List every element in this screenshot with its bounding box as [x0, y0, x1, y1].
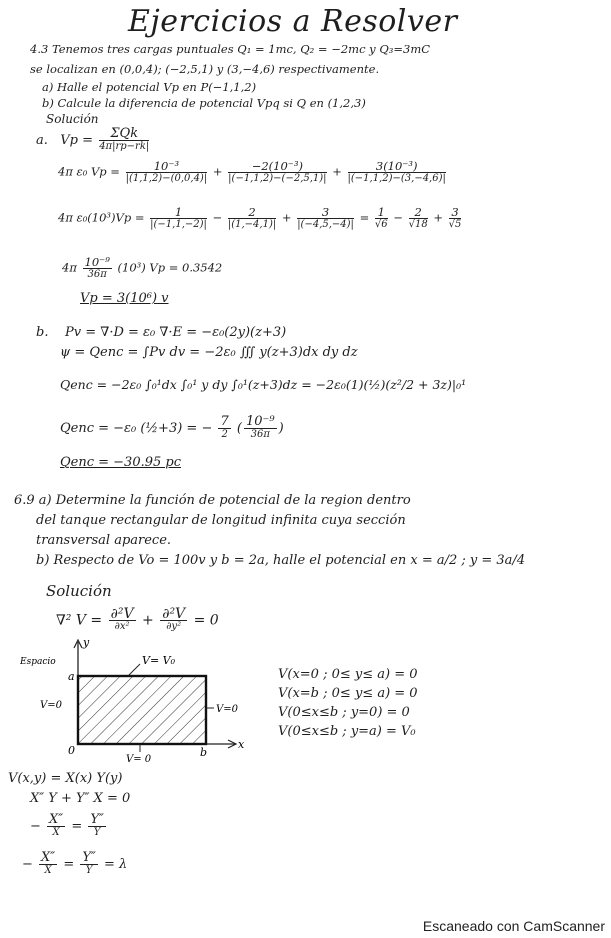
sep4-fraction-y-den: Y: [85, 865, 93, 876]
eq3-result3-den: √5: [448, 219, 462, 230]
eq3-result3-num: 3: [449, 206, 462, 219]
separation-line4: [22, 852, 127, 877]
label-a: a.: [36, 133, 48, 148]
eq3-term2-num: 2: [228, 206, 276, 219]
vp-fraction: [99, 128, 149, 153]
eq3-term3-num: 3: [297, 206, 354, 219]
sep4-fraction-y: [80, 852, 97, 877]
laplace-term2-den: ∂y²: [166, 621, 182, 632]
eq3-term2-den: |(1,−4,1)|: [227, 219, 277, 230]
eq3-term2: [228, 206, 276, 231]
eq3-term1-den: |(−1,1,−2)|: [150, 219, 207, 230]
qenc-fraction2: [244, 416, 277, 441]
eq3-result1-num: 1: [375, 206, 388, 219]
separation-line1: V(x,y) = X(x) Y(y): [8, 771, 123, 786]
sep3-fraction-y-num: Y″: [90, 812, 104, 827]
separation-line2: X″ Y + Y″ X = 0: [30, 791, 131, 806]
eq4-post: (10³) Vp = 0.3542: [117, 260, 223, 275]
vp-fraction-den: 4π|rp−rk|: [99, 141, 150, 152]
solution-b-line3: Qenc = −2ε₀ ∫₀¹dx ∫₀¹ y dy ∫₀¹(z+3)dz = −2ε₀(1)(½)(z²/2 + 3z)|₀¹: [60, 377, 467, 392]
laplace-term2-num: ∂²V: [162, 606, 186, 622]
top-label-pointer: [128, 664, 140, 676]
qenc-result: Qenc = −30.95 pc: [60, 455, 182, 470]
label-y: y: [83, 636, 90, 649]
qenc-fraction2-den: 36π: [250, 429, 270, 440]
laplace-term1-num: ∂²V: [110, 606, 134, 622]
sep4-eq: =: [63, 857, 75, 872]
eq2-term3-den: |(−1,1,2)−(3,−4,6)|: [347, 173, 446, 184]
laplace-plus: +: [142, 612, 154, 629]
eq2-term1-num: 10⁻³: [126, 160, 208, 173]
problem-69-line1: 6.9 a) Determine la función de potencial de la region dentro: [14, 493, 411, 508]
eq2-term1: [126, 160, 208, 185]
sep3-fraction-y-den: Y: [93, 827, 101, 838]
problem-69-line3: transversal aparece.: [36, 533, 172, 548]
solution-a-line2: 4π ε₀ Vp = $\frac{\text{10⁻³}}{|(1,1,2)-(0,0,4)|}$ + $\frac{\text{−2(10⁻³)}}{|(-1,1,2)-(-2,5,1)|}$ + $\frac{\text{3(10⁻³)}}{|(-1,1,2)-(3,-4,6)|}$: [58, 159, 446, 184]
label-b: b: [200, 746, 208, 759]
eq2-term2: [228, 160, 326, 185]
eq2-lhs: 4π ε₀ Vp =: [58, 164, 120, 179]
label-x: x: [238, 738, 245, 751]
eq4-fraction-den: 36π: [87, 269, 107, 280]
label-top-v0: V= V₀: [142, 654, 176, 667]
solution-a-line3: 4π ε₀(10³)Vp = $\frac{1}{|(-1,1,-2)|}$ − $\frac{2}{|(1,-4,1)|}$ + $\frac{3}{|(-4,5,-4)|}$ = $\frac{1}{√6}$ − $\frac{2}{√18}$ + $\frac{3}{√5}$: [58, 205, 462, 230]
eq2-term1-den: |(1,1,2)−(0,0,4)|: [125, 173, 208, 184]
solution-a-line4: [62, 256, 222, 281]
charge-density-eq: Pv = ∇·D = ε₀ ∇·E = −ε₀(2y)(z+3): [65, 325, 287, 340]
eq4-fraction-num: 10⁻⁹: [84, 255, 110, 269]
problem-43-line2: se localizan en (0,0,4); (−2,5,1) y (3,−4,6) respectivamente.: [30, 62, 380, 76]
solution-a-line1: [36, 128, 151, 153]
vp-result: Vp = 3(10⁶) v: [80, 291, 169, 306]
eq3-term3-den: |(−4,5,−4)|: [297, 219, 354, 230]
camscanner-watermark: Escaneado con CamScanner: [422, 918, 605, 934]
eq3-result1: [375, 206, 388, 231]
eq3-result2-num: 2: [409, 206, 428, 219]
eq4-pre: 4π: [62, 260, 77, 275]
problem-69-line4: b) Respecto de Vo = 100v y b = 2a, halle el potencial en x = a/2 ; y = 3a/4: [36, 553, 526, 568]
sep4-fraction-x-num: X″: [41, 850, 56, 865]
solution-heading-2: Solución: [46, 582, 112, 600]
sep3-fraction-x: [47, 814, 65, 839]
boundary-condition-1: V(x=0 ; 0≤ y≤ a) = 0: [278, 667, 418, 682]
sep4-fraction-y-num: Y″: [82, 850, 96, 865]
boundary-condition-3: V(0≤x≤b ; y=0) = 0: [278, 705, 410, 720]
eq3-lhs: 4π ε₀(10³)Vp =: [58, 210, 145, 225]
page-title: Ejercicios a Resolver: [128, 4, 458, 39]
solution-b-line4: Qenc = −ε₀ (½+3) = − $\frac{7}{2}$ ( $\frac{\text{10⁻⁹}}{36\pi}$ ): [60, 414, 284, 440]
sep3-minus: −: [30, 819, 41, 834]
eq3-result1-den: √6: [374, 219, 388, 230]
eq4-fraction: [83, 256, 112, 281]
boundary-condition-2: V(x=b ; 0≤ y≤ a) = 0: [278, 686, 418, 701]
eq3-result2: [409, 206, 428, 231]
qenc-fraction2-num: 10⁻⁹: [245, 414, 275, 429]
solution-b-result: [60, 456, 181, 470]
label-left-v0: V=0: [40, 700, 62, 711]
problem-43-line1: 4.3 Tenemos tres cargas puntuales Q₁ = 1mc, Q₂ = −2mc y Q₃=3mC: [30, 42, 431, 56]
label-bottom-v0: V= 0: [126, 754, 152, 764]
sep4-fraction-x: [39, 852, 57, 877]
sep4-lambda: = λ: [103, 857, 128, 872]
qenc-fraction1-num: 7: [220, 414, 229, 429]
vp-fraction-num: ΣQk: [99, 128, 149, 141]
label-espacio: Espacio: [20, 657, 56, 667]
laplace-equation: [56, 608, 219, 633]
sep3-fraction-x-den: X: [52, 827, 60, 838]
boundary-condition-4: V(0≤x≤b ; y=a) = V₀: [278, 724, 416, 739]
eq3-term1-num: 1: [150, 206, 207, 219]
problem-43-part-a: a) Halle el potencial Vp en P(−1,1,2): [42, 80, 257, 94]
eq3-result3: [449, 206, 462, 231]
eq3-term3: [297, 206, 354, 231]
solution-heading-1: Solución: [46, 112, 99, 126]
label-b: b.: [36, 325, 49, 340]
sep4-fraction-x-den: X: [44, 865, 52, 876]
eq2-term2-den: |(−1,1,2)−(−2,5,1)|: [228, 173, 327, 184]
tank-cross-section-diagram: [20, 636, 250, 764]
laplace-lhs: ∇² V =: [56, 612, 103, 629]
qenc-fraction1-den: 2: [221, 429, 228, 440]
solution-b-line1: [36, 326, 286, 340]
separation-line3: [30, 814, 108, 839]
solution-b-line2: ψ = Qenc = ∫Pv dv = −2ε₀ ∭ y(z+3)dx dy dz: [60, 345, 358, 360]
laplace-term1: [109, 608, 136, 633]
sep3-fraction-x-num: X″: [49, 812, 64, 827]
eq2-term2-num: −2(10⁻³): [228, 160, 326, 173]
problem-43-part-b: b) Calcule la diferencia de potencial Vpq si Q en (1,2,3): [42, 96, 366, 110]
laplace-eq: = 0: [193, 612, 219, 629]
eq2-term3: [348, 160, 446, 185]
laplace-term1-den: ∂x²: [114, 621, 130, 632]
problem-69-line2: del tanque rectangular de longitud infinita cuya sección: [36, 513, 406, 528]
laplace-term2: [160, 608, 187, 633]
qenc-lhs: Qenc = −ε₀ (½+3) = −: [60, 421, 213, 436]
tank-region: [78, 676, 206, 744]
solution-a-result: [80, 292, 169, 306]
label-a: a: [68, 670, 75, 683]
qenc-fraction1: [218, 416, 230, 441]
vp-lhs: Vp =: [60, 133, 94, 148]
label-origin: 0: [68, 744, 75, 757]
eq3-term1: [150, 206, 207, 231]
eq2-term3-num: 3(10⁻³): [348, 160, 446, 173]
eq3-result2-den: √18: [408, 219, 428, 230]
label-right-v0: V=0: [216, 704, 238, 715]
sep4-minus: −: [22, 857, 33, 872]
sep3-fraction-y: [88, 814, 105, 839]
sep3-eq: =: [71, 819, 83, 834]
